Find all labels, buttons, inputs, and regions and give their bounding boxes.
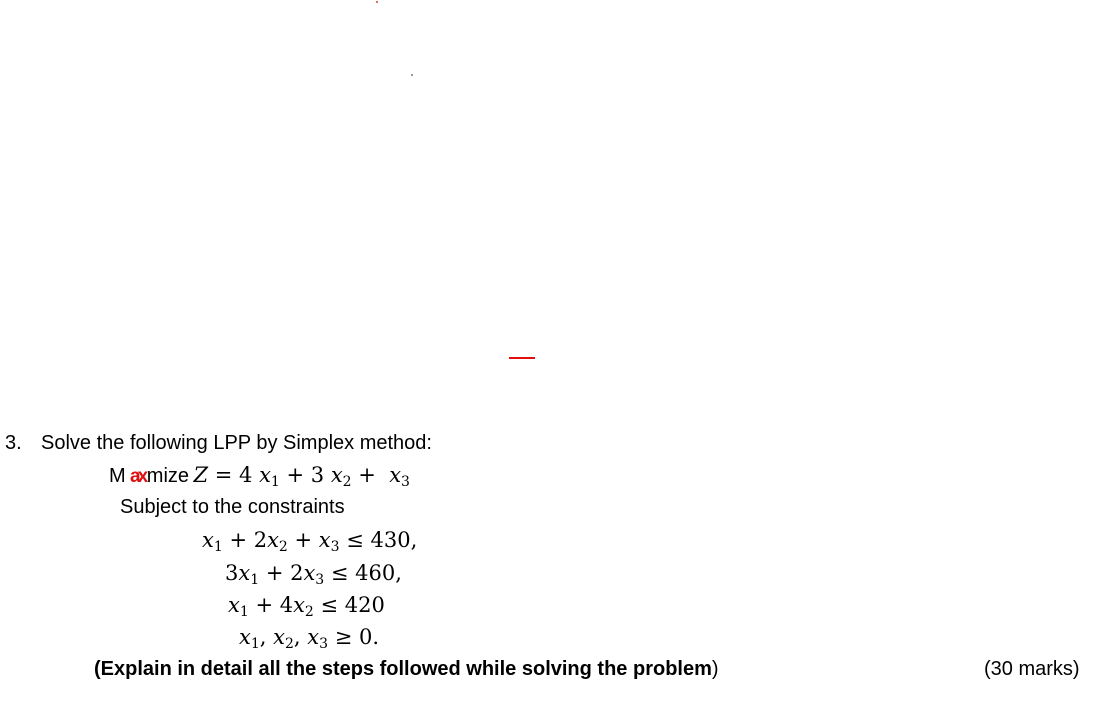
constraint-2: $3x_1 + 2x_3 \le 460$, bbox=[225, 561, 402, 588]
question-prompt: Solve the following LPP by Simplex method: bbox=[41, 432, 432, 454]
marks-label: (30 marks) bbox=[984, 658, 1080, 680]
objective-verb-start: M bbox=[109, 465, 126, 487]
constraints-heading: Subject to the constraints bbox=[120, 496, 345, 518]
stray-red-dot bbox=[376, 1, 378, 3]
instruction-close-paren: ) bbox=[711, 658, 719, 680]
objective-verb-end: mize bbox=[146, 465, 190, 487]
objective-verb bbox=[109, 465, 189, 488]
instruction-line bbox=[94, 658, 719, 681]
constraint-nonnegativity: $x_1$, $x_2$, $x_3 \ge 0$. bbox=[239, 625, 379, 652]
constraint-3: $x_1 + 4x_2 \le 420$ bbox=[228, 593, 385, 620]
red-dash-mark bbox=[509, 357, 535, 359]
objective-line bbox=[109, 463, 410, 488]
question-number: 3. bbox=[5, 432, 22, 454]
objective-expression: Z = 4 $x_1 + 3$ $x_2 + x_3$ bbox=[193, 463, 410, 490]
handwritten-overwrite: ax bbox=[130, 466, 146, 487]
constraint-1: $x_1 + 2x_2 + x_3 \le 430$, bbox=[202, 528, 418, 555]
instruction-bold-text: (Explain in detail all the steps followed while solving the problem bbox=[94, 658, 712, 680]
stray-gray-dot bbox=[411, 74, 413, 76]
